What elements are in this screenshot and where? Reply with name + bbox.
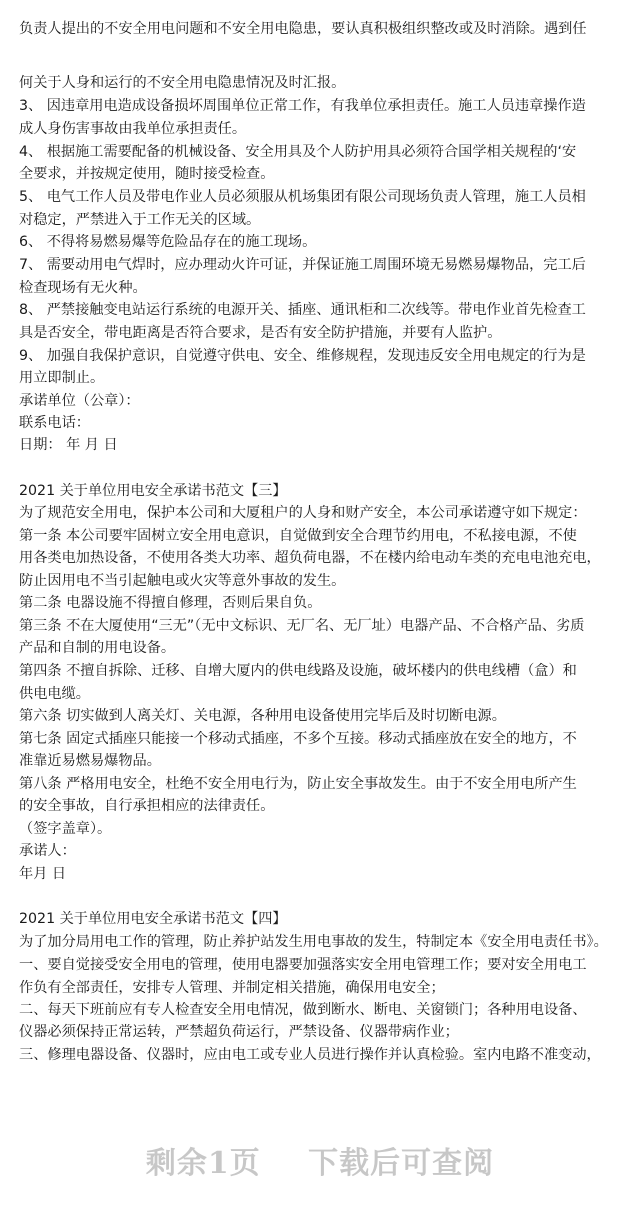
download-prompt[interactable] <box>0 1138 640 1181</box>
text-line: 第一条 本公司要牢固树立安全用电意识，自觉做到安全合理节约用电，不私接电源，不使 <box>19 528 577 544</box>
text-line: 一、要自觉接受安全用电的管理，使用电器要加强落实安全用电管理工作；要对安全用电工 <box>19 957 587 973</box>
text-line: 用立即制止。 <box>19 370 105 386</box>
text-line: 仪器必须保持正常运转，严禁超负荷运行，严禁设备、仪器带病作业； <box>19 1024 459 1040</box>
section-heading: 2021 关于单位用电安全承诺书范文【三】 <box>19 483 287 499</box>
text-line: 准靠近易燃易爆物品。 <box>19 753 161 769</box>
text-line: 三、修理电器设备、仪器时，应由电工或专业人员进行操作并认真检验。室内电路不准变动， <box>19 1047 601 1063</box>
text-line: 第六条 切实做到人离关灯、关电源，各种用电设备使用完毕后及时切断电源。 <box>19 708 506 724</box>
text-line: 具是否安全，带电距离是否符合要求，是否有安全防护措施，并要有人监护。 <box>19 325 502 341</box>
text-line: 成人身伤害事故由我单位承担责任。 <box>19 121 247 137</box>
text-line: 负责人提出的不安全用电问题和不安全用电隐患，要认真积极组织整改或及时消除。遇到任 <box>19 21 587 37</box>
text-line: 产品和自制的用电设备。 <box>19 640 176 656</box>
content-fade <box>0 1080 640 1130</box>
text-line: 用各类电加热设备，不使用各类大功率、超负荷电器，不在楼内给电动车类的充电电池充电， <box>19 550 601 566</box>
text-line: 9、 加强自我保护意识，自觉遵守供电、安全、维修规程，发现违反安全用电规定的行为是 <box>19 348 586 364</box>
text-line: 的安全事故，自行承担相应的法律责任。 <box>19 798 275 814</box>
text-line: 联系电话： <box>19 415 90 431</box>
text-line: 3、 因违章用电造成设备损坏周围单位正常工作，有我单位承担责任。施工人员违章操作造 <box>19 98 586 114</box>
text-line: 承诺人： <box>19 843 76 859</box>
text-line: 承诺单位（公章）： <box>19 393 140 409</box>
text-line: 日期： 年 月 日 <box>19 437 118 453</box>
text-line: （签字盖章）。 <box>19 821 112 837</box>
text-line: 检查现场有无火种。 <box>19 280 147 296</box>
text-line: 二、每天下班前应有专人检查安全用电情况，做到断水、断电、关窗锁门；各种用电设备、 <box>19 1002 587 1018</box>
text-line: 6、 不得将易燃易爆等危险品存在的施工现场。 <box>19 234 317 250</box>
remaining-pages-label: 剩余1页 <box>145 1146 261 1181</box>
text-line: 第七条 固定式插座只能接一个移动式插座，不多个互接。移动式插座放在安全的地方，不 <box>19 731 577 747</box>
section-heading: 2021 关于单位用电安全承诺书范文【四】 <box>19 911 287 927</box>
text-line: 供电电缆。 <box>19 686 90 702</box>
text-line: 为了规范安全用电，保护本公司和大厦租户的人身和财产安全，本公司承诺遵守如下规定： <box>19 505 587 521</box>
text-line: 何关于人身和运行的不安全用电隐患情况及时汇报。 <box>19 75 346 91</box>
text-line: 第二条 电器设施不得擅自修理，否则后果自负。 <box>19 595 322 611</box>
text-line: 第三条 不在大厦使用“三无”（无中文标识、无厂名、无厂址）电器产品、不合格产品、劣质 <box>19 618 585 634</box>
text-line: 全要求，并按规定使用，随时接受检查。 <box>19 166 275 182</box>
text-line: 5、 电气工作人员及带电作业人员必须服从机场集团有限公司现场负责人管理，施工人员相 <box>19 189 586 205</box>
text-line: 8、 严禁接触变电站运行系统的电源开关、插座、通讯柜和二次线等。带电作业首先检查工 <box>19 302 586 318</box>
text-line: 第四条 不擅自拆除、迁移、自增大厦内的供电线路及设施，破坏楼内的供电线槽（盒）和 <box>19 663 577 679</box>
text-line: 4、 根据施工需要配备的机械设备、安全用具及个人防护用具必须符合国学相关规程的‘安 <box>19 144 577 160</box>
text-line: 防止因用电不当引起触电或火灾等意外事故的发生。 <box>19 573 346 589</box>
download-to-view-label[interactable]: 下载后可查阅 <box>308 1146 495 1181</box>
text-line: 为了加分局用电工作的管理，防止养护站发生用电事故的发生，特制定本《安全用电责任书》。 <box>19 934 608 950</box>
text-line: 年月 日 <box>19 866 67 882</box>
text-line: 第八条 严格用电安全，杜绝不安全用电行为，防止安全事故发生。由于不安全用电所产生 <box>19 776 577 792</box>
text-line: 作负有全部责任，安排专人管理、并制定相关措施，确保用电安全； <box>19 980 445 996</box>
text-line: 7、 需要动用电气焊时，应办理动火许可证，并保证施工周围环境无易燃易爆物品，完工后 <box>19 257 586 273</box>
text-line: 对稳定，严禁进入于工作无关的区域。 <box>19 212 261 228</box>
